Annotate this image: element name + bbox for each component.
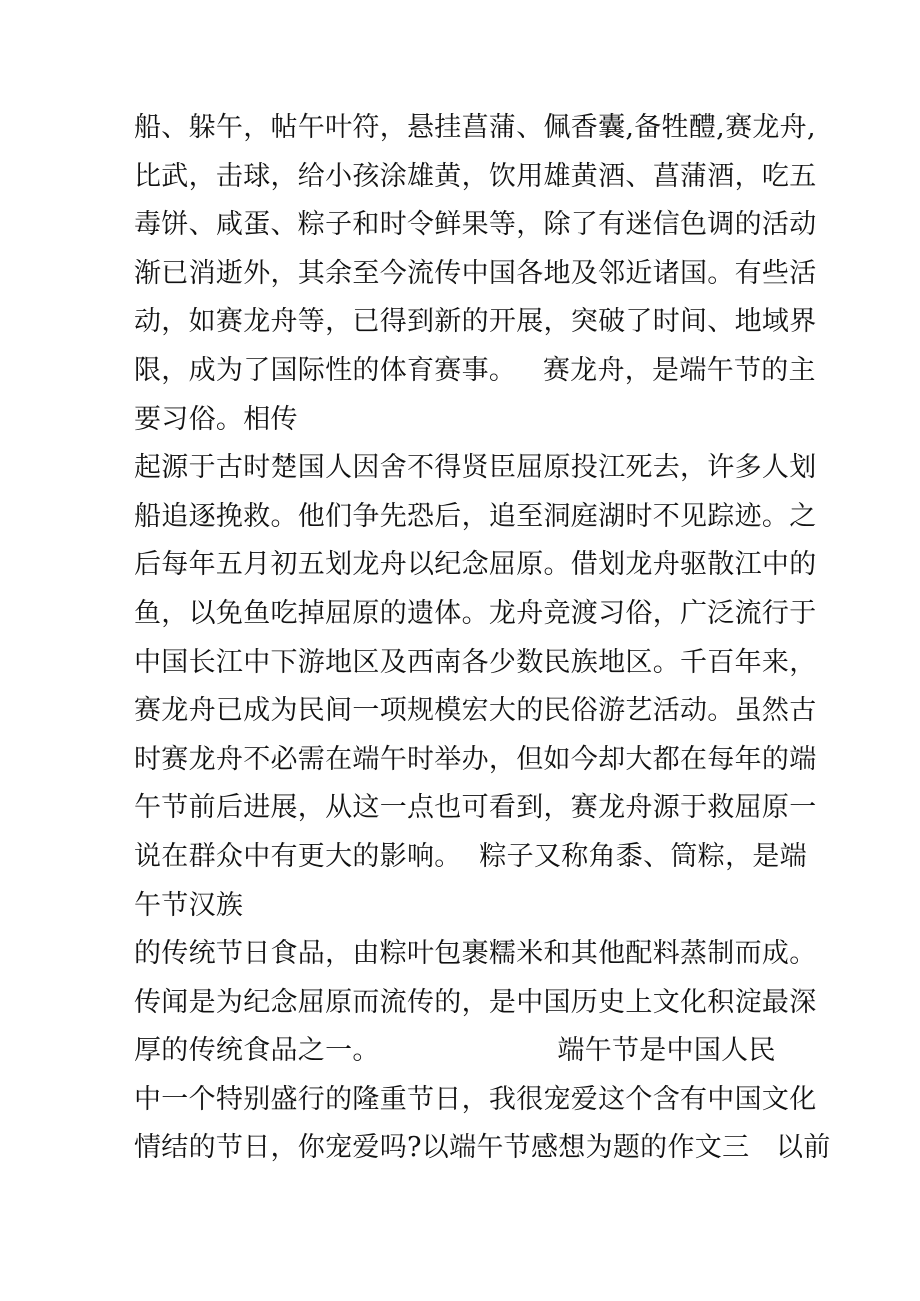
text-line: 中一个特别盛行的隆重节日，我很宠爱这个含有中国文化 — [134, 1083, 817, 1115]
text-line: 限，成为了国际性的体育赛事。 赛龙舟，是端午节的主 — [134, 354, 816, 386]
text-line: 后每年五月初五划龙舟以纪念屈原。借划龙舟驱散江中的 — [134, 549, 817, 581]
body-text — [134, 104, 831, 1173]
text-line: 动，如赛龙舟等，已得到新的开展，突破了时间、地域界 — [134, 306, 817, 338]
text-line: 厚的传统食品之一。 端午节是中国人民 — [134, 1035, 776, 1067]
text-line: 比武，击球，给小孩涂雄黄，饮用雄黄酒、菖蒲酒，吃五 — [134, 160, 817, 192]
text-line: 要习俗。相传 — [134, 403, 298, 435]
text-line: 午节汉族 — [134, 889, 244, 921]
text-line: 毒饼、咸蛋、粽子和时令鲜果等，除了有迷信色调的活动 — [134, 209, 817, 241]
text-line: 渐已消逝外，其余至今流传中国各地及邻近诸国。有些活 — [134, 257, 817, 289]
text-line: 起源于古时楚国人因舍不得贤臣屈原投江死去，许多人划 — [134, 452, 817, 484]
text-line: 鱼，以免鱼吃掉屈原的遗体。龙舟竞渡习俗，广泛流行于 — [134, 597, 817, 629]
text-line: 情结的节日，你宠爱吗?以端午节感想为题的作文三 以前 — [134, 1132, 831, 1164]
text-line: 时赛龙舟不必需在端午时举办，但如今却大都在每年的端 — [134, 743, 817, 775]
text-line: 传闻是为纪念屈原而流传的，是中国历史上文化积淀最深 — [134, 986, 817, 1018]
text-line: 说在群众中有更大的影响。 粽子又称角黍、筒粽，是端 — [134, 840, 807, 872]
text-line: 船追逐挽救。他们争先恐后，追至洞庭湖时不见踪迹。之 — [134, 500, 817, 532]
text-line: 中国长江中下游地区及西南各少数民族地区。千百年来， — [134, 646, 817, 678]
text-line: 船、躲午，帖午叶符，悬挂菖蒲、佩香囊,备牲醴,赛龙舟, — [134, 112, 816, 143]
text-line: 的传统节日食品，由粽叶包裹糯米和其他配料蒸制而成。 — [134, 938, 817, 970]
text-line: 赛龙舟已成为民间一项规模宏大的民俗游艺活动。虽然古 — [134, 695, 817, 727]
text-line: 午节前后进展，从这一点也可看到，赛龙舟源于救屈原一 — [134, 792, 817, 824]
